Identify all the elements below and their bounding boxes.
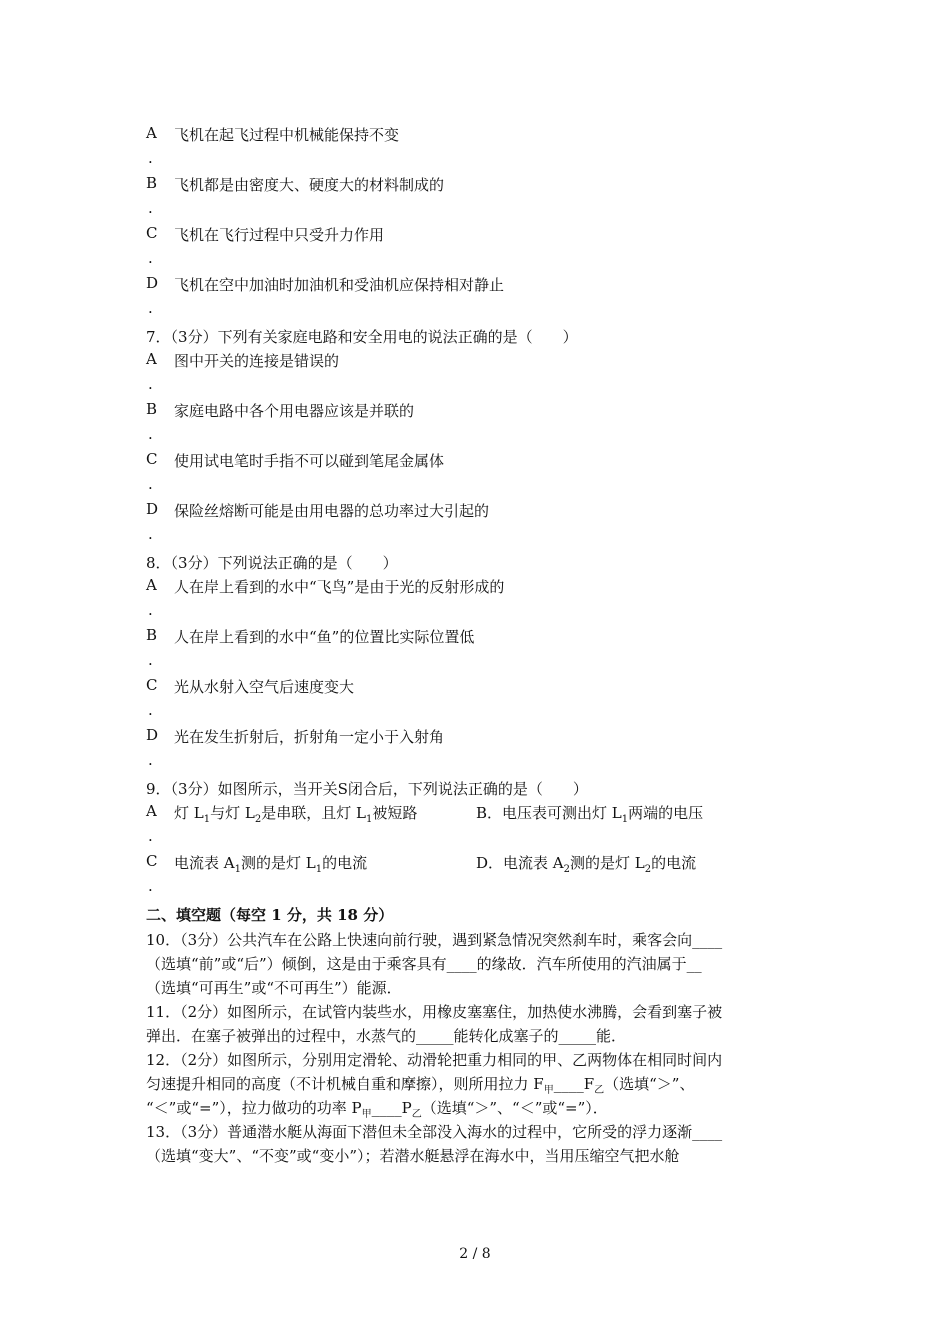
option-dot: .	[148, 651, 153, 669]
q7-option-a	[146, 350, 806, 400]
option-text: 飞机在空中加油时加油机和受油机应保持相对静止	[174, 276, 505, 294]
q9-stem: 9．（3分）如图所示，当开关S闭合后，下列说法正确的是（ ）	[146, 780, 588, 798]
q9-option-b-text: B．电压表可测出灯 $L_1$两端的电压	[476, 804, 704, 825]
question-13	[146, 1120, 806, 1168]
option-letter: B	[146, 400, 158, 418]
option-letter: A	[146, 576, 157, 594]
option-dot: .	[148, 525, 153, 543]
option-dot: .	[148, 877, 153, 895]
option-text: 图中开关的连接是错误的	[174, 352, 340, 370]
option-letter: C	[146, 224, 158, 242]
option-dot: .	[148, 827, 153, 845]
q6-option-c	[146, 224, 806, 274]
option-letter: A	[146, 802, 157, 820]
option-text: 使用试电笔时手指不可以碰到笔尾金属体	[174, 452, 445, 470]
option-text: 光从水射入空气后速度变大	[174, 678, 355, 696]
option-letter: D	[146, 274, 159, 292]
q10-line: （选填“可再生”或“不可再生”）能源．	[146, 979, 402, 997]
q8-option-d	[146, 726, 806, 776]
q12-line: 12．（2分）如图所示，分别用定滑轮、动滑轮把重力相同的甲、乙两物体在相同时间内	[146, 1051, 723, 1069]
option-text: 飞机在起飞过程中机械能保持不变	[174, 126, 400, 144]
option-text: 人在岸上看到的水中“鱼”的位置比实际位置低	[174, 628, 475, 646]
option-dot: .	[148, 701, 153, 719]
option-dot: .	[148, 601, 153, 619]
q8-option-c	[146, 676, 806, 726]
option-text: 光在发生折射后，折射角一定小于入射角	[174, 728, 445, 746]
question-11	[146, 1000, 806, 1048]
option-dot: .	[148, 375, 153, 393]
option-letter: C	[146, 852, 158, 870]
option-letter: A	[146, 124, 157, 142]
q7-stem: 7．（3分）下列有关家庭电路和安全用电的说法正确的是（ ）	[146, 328, 578, 346]
option-dot: .	[148, 299, 153, 317]
section-heading: 二、填空题（每空 1 分，共 18 分）	[146, 906, 394, 924]
option-letter: D	[146, 726, 159, 744]
option-dot: .	[148, 751, 153, 769]
q13-line: （选填“变大”、“不变”或“变小”）；若潜水艇悬浮在海水中，当用压缩空气把水舱	[146, 1147, 680, 1165]
q9-option-c-text: 电流表 $A_1$测的是灯 $L_1$的电流	[174, 854, 368, 875]
q9-options-cd	[146, 852, 806, 902]
q7-option-d	[146, 500, 806, 550]
q9-option-a-text: 灯 $L_1$与灯 $L_2$是串联，且灯 $L_1$被短路	[174, 804, 418, 825]
q12-line: 匀速提升相同的高度（不计机械自重和摩擦），则所用拉力 $F_甲\_\_\_\_F_乙$（选填“＞”、	[146, 1075, 695, 1096]
q7-option-b	[146, 400, 806, 450]
option-dot: .	[148, 425, 153, 443]
option-dot: .	[148, 199, 153, 217]
option-letter: D	[146, 500, 159, 518]
option-dot: .	[148, 475, 153, 493]
option-letter: A	[146, 350, 157, 368]
question-8	[146, 550, 806, 776]
option-text: 飞机都是由密度大、硬度大的材料制成的	[174, 176, 445, 194]
q8-stem: 8．（3分）下列说法正确的是（ ）	[146, 554, 398, 572]
q11-line: 弹出．在塞子被弹出的过程中，水蒸气的_____能转化成塞子的_____能．	[146, 1027, 627, 1045]
q13-line: 13．（3分）普通潜水艇从海面下潜但未全部没入海水的过程中，它所受的浮力逐渐____	[146, 1123, 723, 1141]
question-12	[146, 1048, 806, 1120]
option-letter: B	[146, 626, 158, 644]
option-letter: C	[146, 450, 158, 468]
q10-line: 10．（3分）公共汽车在公路上快速向前行驶，遇到紧急情况突然刹车时，乘客会向____	[146, 931, 723, 949]
q9-options-ab	[146, 802, 806, 852]
option-text: 人在岸上看到的水中“飞鸟”是由于光的反射形成的	[174, 578, 505, 596]
q8-option-b	[146, 626, 806, 676]
q7-option-c	[146, 450, 806, 500]
option-letter: B	[146, 174, 158, 192]
page-number: 2 / 8	[459, 1246, 491, 1262]
page-content	[146, 124, 806, 1168]
question-9	[146, 776, 806, 902]
option-text: 飞机在飞行过程中只受升力作用	[174, 226, 385, 244]
q8-option-a	[146, 576, 806, 626]
q12-line: “＜”或“=”），拉力做功的功率 $P_甲\_\_\_\_P_乙$（选填“＞”、“＜”或“=”）．	[146, 1099, 608, 1120]
q11-line: 11．（2分）如图所示，在试管内装些水，用橡皮塞塞住，加热使水沸腾，会看到塞子被	[146, 1003, 723, 1021]
q6-option-a	[146, 124, 806, 174]
option-dot: .	[148, 249, 153, 267]
q10-line: （选填“前”或“后”）倾倒，这是由于乘客具有____的缘故．汽车所使用的汽油属于__	[146, 955, 702, 973]
question-7	[146, 324, 806, 550]
q6-option-d	[146, 274, 806, 324]
option-letter: C	[146, 676, 158, 694]
question-6-options	[146, 124, 806, 324]
option-dot: .	[148, 149, 153, 167]
q6-option-b	[146, 174, 806, 224]
q9-option-d-text: D．电流表 $A_2$测的是灯 $L_2$的电流	[476, 854, 697, 875]
option-text: 保险丝熔断可能是由用电器的总功率过大引起的	[174, 502, 490, 520]
option-text: 家庭电路中各个用电器应该是并联的	[174, 402, 415, 420]
question-10	[146, 928, 806, 1000]
